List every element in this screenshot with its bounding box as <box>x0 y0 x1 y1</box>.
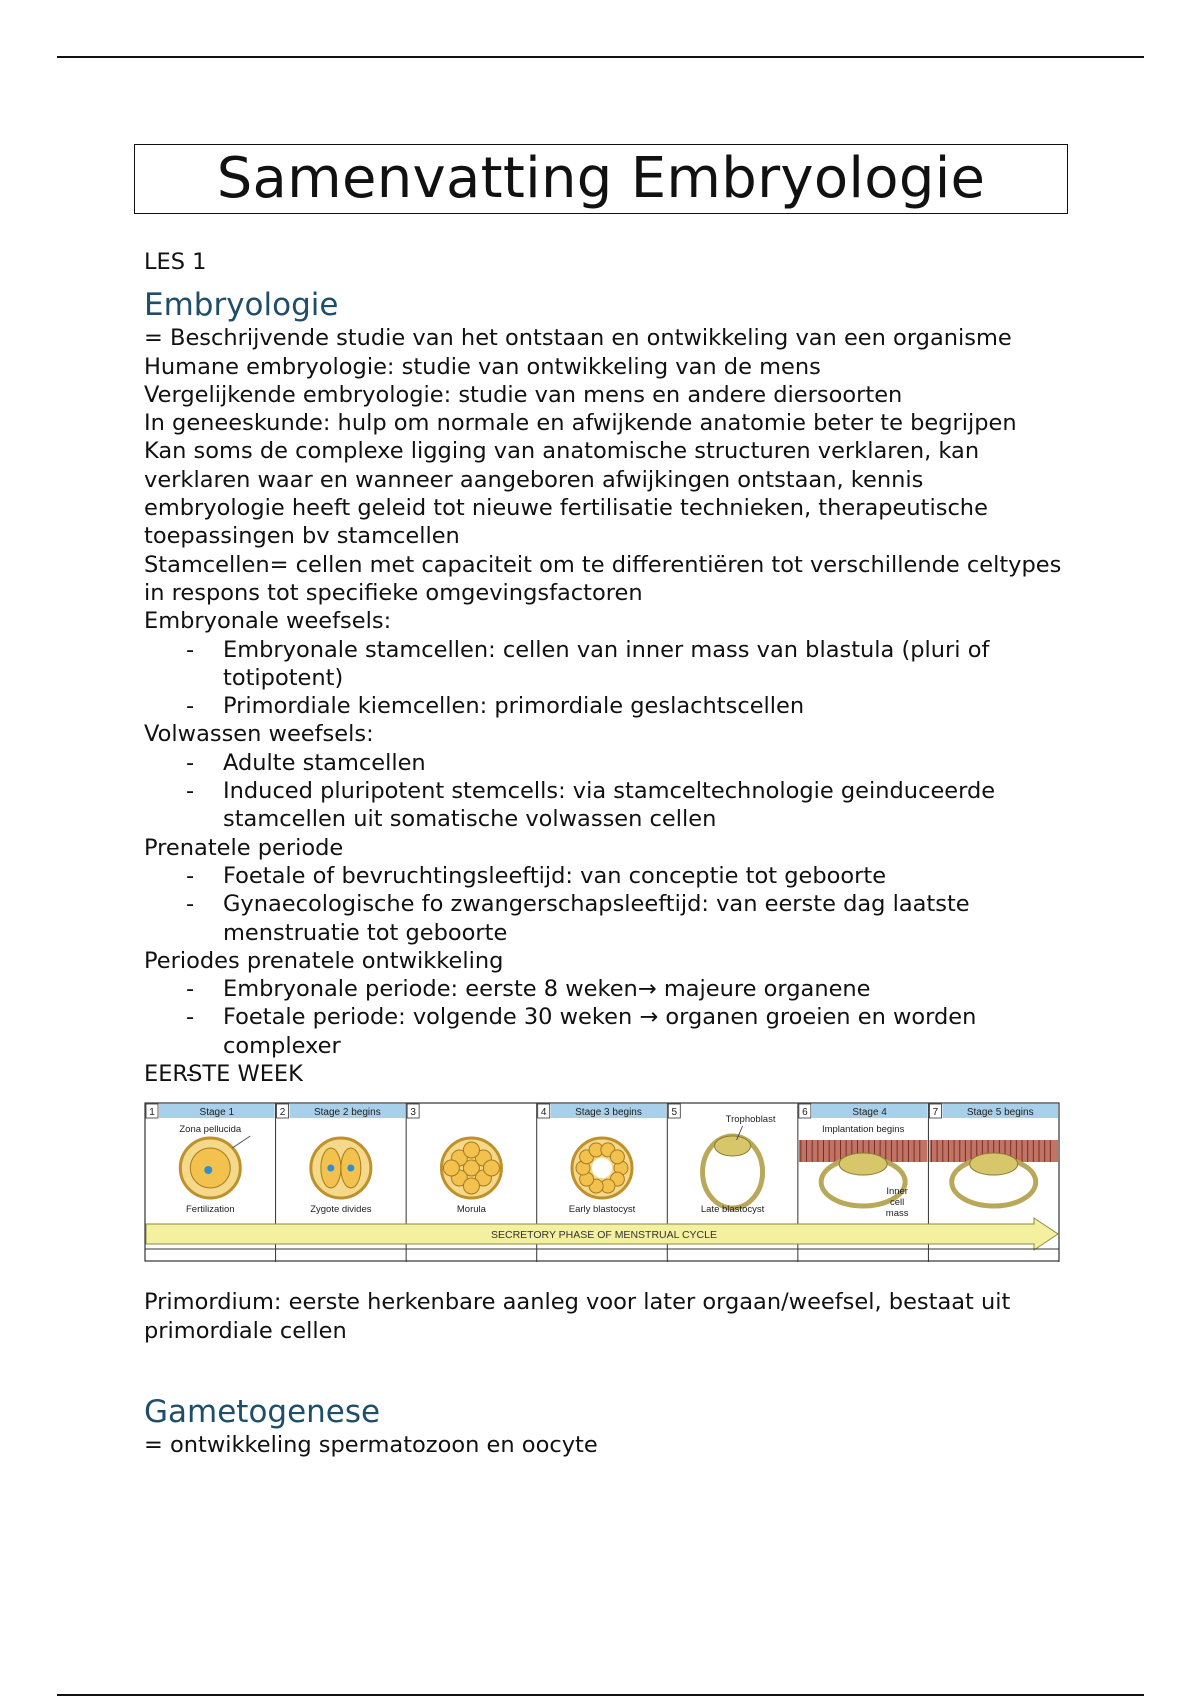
list-title-embryonal: Embryonale weefsels: <box>144 608 392 635</box>
first-week-diagram <box>144 1102 1060 1263</box>
stage-number: 2 <box>279 1107 286 1119</box>
list-title-adult: Volwassen weefsels: <box>144 721 374 748</box>
stage-caption: Zygote divides <box>310 1204 372 1216</box>
stage-label: Stage 5 begins <box>966 1107 1034 1119</box>
paragraph-line: = Beschrijvende studie van het ontstaan en ontwikkeling van een organisme <box>144 325 1012 352</box>
stage-caption: Inner cell mass <box>885 1186 909 1220</box>
list-item: - Induced pluripotent stemcells: via stamceltechnologie geinduceerde stamcellen uit somatische volwassen cellen <box>144 777 1064 834</box>
stage-caption: Late blastocyst <box>700 1204 765 1216</box>
list-embryonal <box>144 636 1064 721</box>
list-item: - Gynaecologische fo zwangerschapsleeftijd: van eerste dag laatste menstruatie tot geboorte <box>144 890 1064 947</box>
primordium-definition: Primordium: eerste herkenbare aanleg voor later orgaan/weefsel, bestaat uit primordiale cellen <box>144 1289 1011 1344</box>
paragraph-line: = ontwikkeling spermatozoon en oocyte <box>144 1431 598 1458</box>
stage-number: 4 <box>540 1107 547 1119</box>
stage-number: 7 <box>932 1107 939 1119</box>
list-adult <box>144 749 1064 834</box>
paragraph-line: In geneeskunde: hulp om normale en afwijkende anatomie beter te begrijpen <box>144 410 1017 437</box>
bottom-rule <box>57 1694 1144 1696</box>
stage-number: 1 <box>149 1107 155 1119</box>
top-rule <box>57 56 1144 58</box>
stage-number: 6 <box>802 1107 808 1119</box>
list-item: - Embryonale stamcellen: cellen van inner mass van blastula (pluri of totipotent) <box>144 636 1064 693</box>
stage-label: Stage 2 begins <box>313 1107 381 1119</box>
list-item: - Adulte stamcellen <box>144 749 1064 777</box>
cycle-arrow-label: SECRETORY PHASE OF MENSTRUAL CYCLE <box>490 1229 718 1242</box>
week-label: EERSTE WEEK <box>144 1061 303 1088</box>
annotation-label: Trophoblast <box>725 1114 776 1126</box>
stage-label: Stage 1 <box>199 1107 235 1119</box>
stage-caption: Early blastocyst <box>568 1204 636 1216</box>
list-item: - Foetale of bevruchtingsleeftijd: van conceptie tot geboorte <box>144 862 1064 890</box>
list-item: - Embryonale periode: eerste 8 weken→ majeure organene <box>144 975 1064 1003</box>
section-heading-gametogenese: Gametogenese <box>144 1393 381 1430</box>
annotation-label: Implantation begins <box>821 1124 905 1136</box>
stage-number: 5 <box>671 1107 678 1119</box>
list-title-prenatal: Prenatele periode <box>144 834 344 861</box>
paragraph-line: Stamcellen= cellen met capaciteit om te differentiëren tot verschillende celtypes in respons tot specifieke omgevingsfactoren <box>144 551 1062 606</box>
list-item: - Foetale periode: volgende 30 weken → organen groeien en worden complexer <box>144 1003 1064 1060</box>
document-body <box>144 248 1064 1459</box>
stage-number: 3 <box>410 1107 416 1119</box>
paragraph-line: Vergelijkende embryologie: studie van mens en andere diersoorten <box>144 381 903 408</box>
page-title: Samenvatting Embryologie <box>216 146 986 211</box>
list-title-periods: Periodes prenatele ontwikkeling <box>144 947 504 974</box>
paragraph-line: Kan soms de complexe ligging van anatomische structuren verklaren, kan verklaren waar en wanneer aangeboren afwijkingen ontstaan, kennis embryologie heeft geleid tot nieuwe fertilisatie technieken, therapeutische toepassingen bv stamcellen <box>144 438 988 550</box>
lesson-label: LES 1 <box>144 249 207 275</box>
stage-caption: Morula <box>456 1204 486 1216</box>
list-item: - Primordiale kiemcellen: primordiale geslachtscellen <box>144 692 1064 720</box>
list-prenatal <box>144 862 1064 947</box>
paragraph-line: Humane embryologie: studie van ontwikkeling van de mens <box>144 353 821 380</box>
first-week-figure <box>144 1102 1060 1263</box>
stage-caption: Fertilization <box>185 1204 235 1216</box>
stage-label: Stage 3 begins <box>575 1107 642 1119</box>
title-box <box>134 144 1068 214</box>
stage-label: Stage 4 <box>852 1107 887 1119</box>
section-heading-embryologie: Embryologie <box>144 287 339 324</box>
annotation-label: Zona pellucida <box>179 1124 242 1136</box>
list-periods <box>144 975 1064 1060</box>
